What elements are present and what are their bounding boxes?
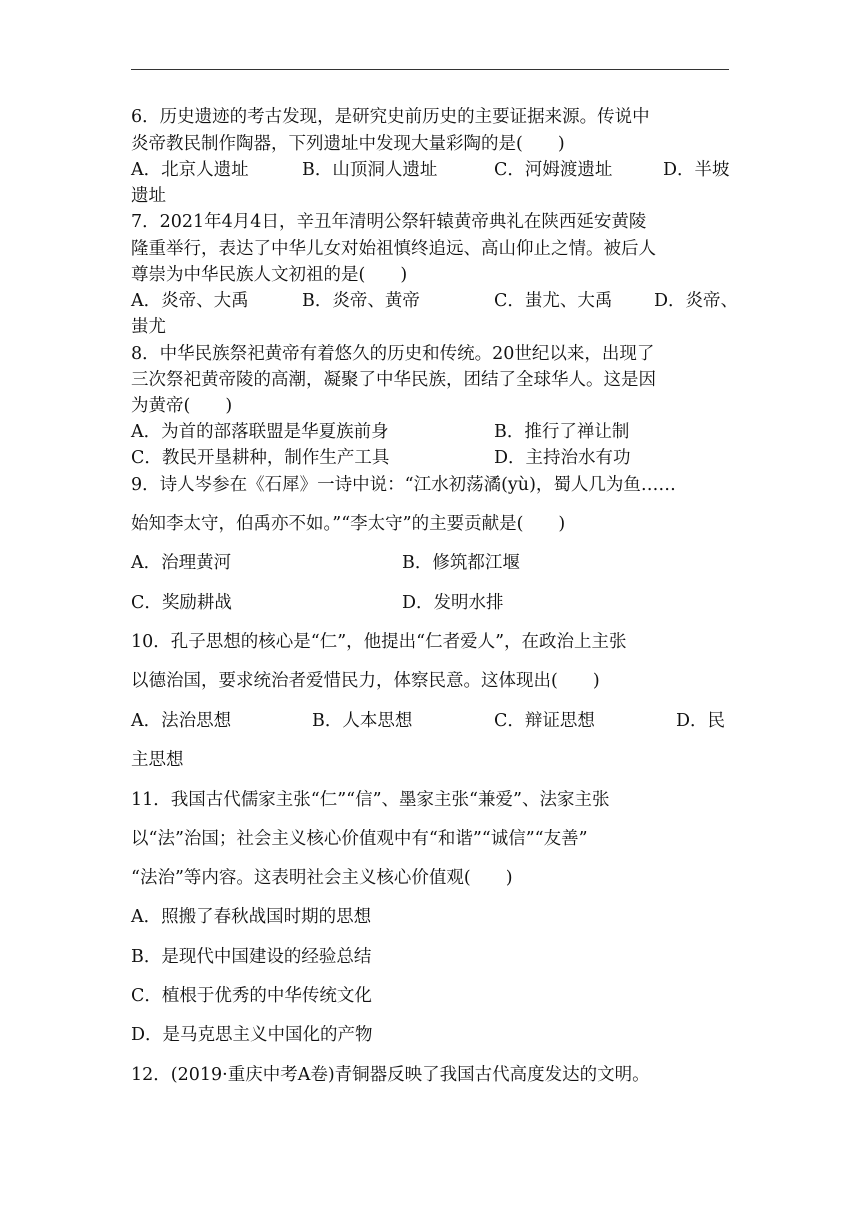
- q6-option-d-cont: 遗址: [131, 186, 166, 206]
- q7-stem-line2: 隆重举行，表达了中华儿女对始祖慎终追远、高山仰止之情。被后人: [131, 239, 656, 259]
- q11-stem-line1: 11．我国古代儒家主张“仁”“信”、墨家主张“兼爱”、法家主张: [131, 790, 610, 810]
- q9-option-b: B．修筑都江堰: [402, 553, 520, 573]
- q7-option-c: C．蚩尤、大禹: [494, 291, 613, 311]
- q8-option-d: D．主持治水有功: [494, 448, 631, 468]
- q9-option-a: A．治理黄河: [131, 553, 232, 573]
- q7-stem-line1: 7．2021年4月4日，辛丑年清明公祭轩辕黄帝典礼在陕西延安黄陵: [131, 212, 647, 232]
- q9-option-c: C．奖励耕战: [131, 593, 232, 613]
- q9-stem-line1: 9．诗人岑参在《石犀》一诗中说：“江水初荡潏(yù)，蜀人几为鱼……: [131, 475, 676, 495]
- q6-option-a: A．北京人遗址: [131, 160, 249, 180]
- q6-stem-line2: 炎帝教民制作陶器，下列遗址中发现大量彩陶的是( ): [131, 134, 565, 154]
- q9-option-d: D．发明水排: [402, 593, 504, 613]
- q11-stem-line2: 以“法”治国；社会主义核心价值观中有“和谐”“诚信”“友善”: [131, 829, 588, 849]
- q11-option-b: B．是现代中国建设的经验总结: [131, 947, 372, 967]
- q10-option-c: C．辩证思想: [494, 711, 595, 731]
- q7-option-d: D．炎帝、: [654, 291, 739, 311]
- q8-option-b: B．推行了禅让制: [494, 422, 630, 442]
- q12-stem-line1: 12．(2019·重庆中考A卷)青铜器反映了我国古代高度发达的文明。: [131, 1065, 650, 1085]
- q7-option-a: A．炎帝、大禹: [131, 291, 249, 311]
- q10-stem-line1: 10．孔子思想的核心是“仁”，他提出“仁者爱人”，在政治上主张: [131, 632, 627, 652]
- q8-stem-line2: 三次祭祀黄帝陵的高潮，凝聚了中华民族，团结了全球华人。这是因: [131, 370, 656, 390]
- q7-option-b: B．炎帝、黄帝: [302, 291, 420, 311]
- q8-stem-line3: 为黄帝( ): [131, 396, 233, 416]
- q8-stem-line1: 8．中华民族祭祀黄帝有着悠久的历史和传统。20世纪以来，出现了: [131, 344, 655, 364]
- q8-option-a: A．为首的部落联盟是华夏族前身: [131, 422, 389, 442]
- q11-option-a: A．照搬了春秋战国时期的思想: [131, 907, 372, 927]
- q11-option-c: C．植根于优秀的中华传统文化: [131, 986, 372, 1006]
- header-rule: [131, 69, 729, 70]
- q7-option-d-cont: 蚩尤: [131, 317, 166, 337]
- q6-option-b: B．山顶洞人遗址: [302, 160, 438, 180]
- q6-stem-line1: 6．历史遗迹的考古发现，是研究史前历史的主要证据来源。传说中: [131, 107, 650, 127]
- q10-option-d: D．民: [676, 711, 726, 731]
- q9-stem-line2: 始知李太守，伯禹亦不如。”“李太守”的主要贡献是( ): [131, 514, 566, 534]
- q11-option-d: D．是马克思主义中国化的产物: [131, 1025, 373, 1045]
- q10-option-a: A．法治思想: [131, 711, 232, 731]
- q7-stem-line3: 尊崇为中华民族人文初祖的是( ): [131, 265, 408, 285]
- q6-option-c: C．河姆渡遗址: [494, 160, 613, 180]
- q10-option-d-cont: 主思想: [131, 750, 184, 770]
- q6-option-d: D．半坡: [663, 160, 730, 180]
- q10-stem-line2: 以德治国，要求统治者爱惜民力，体察民意。这体现出( ): [131, 671, 600, 691]
- q11-stem-line3: “法治”等内容。这表明社会主义核心价值观( ): [131, 868, 513, 888]
- q8-option-c: C．教民开垦耕种，制作生产工具: [131, 448, 390, 468]
- q10-option-b: B．人本思想: [312, 711, 413, 731]
